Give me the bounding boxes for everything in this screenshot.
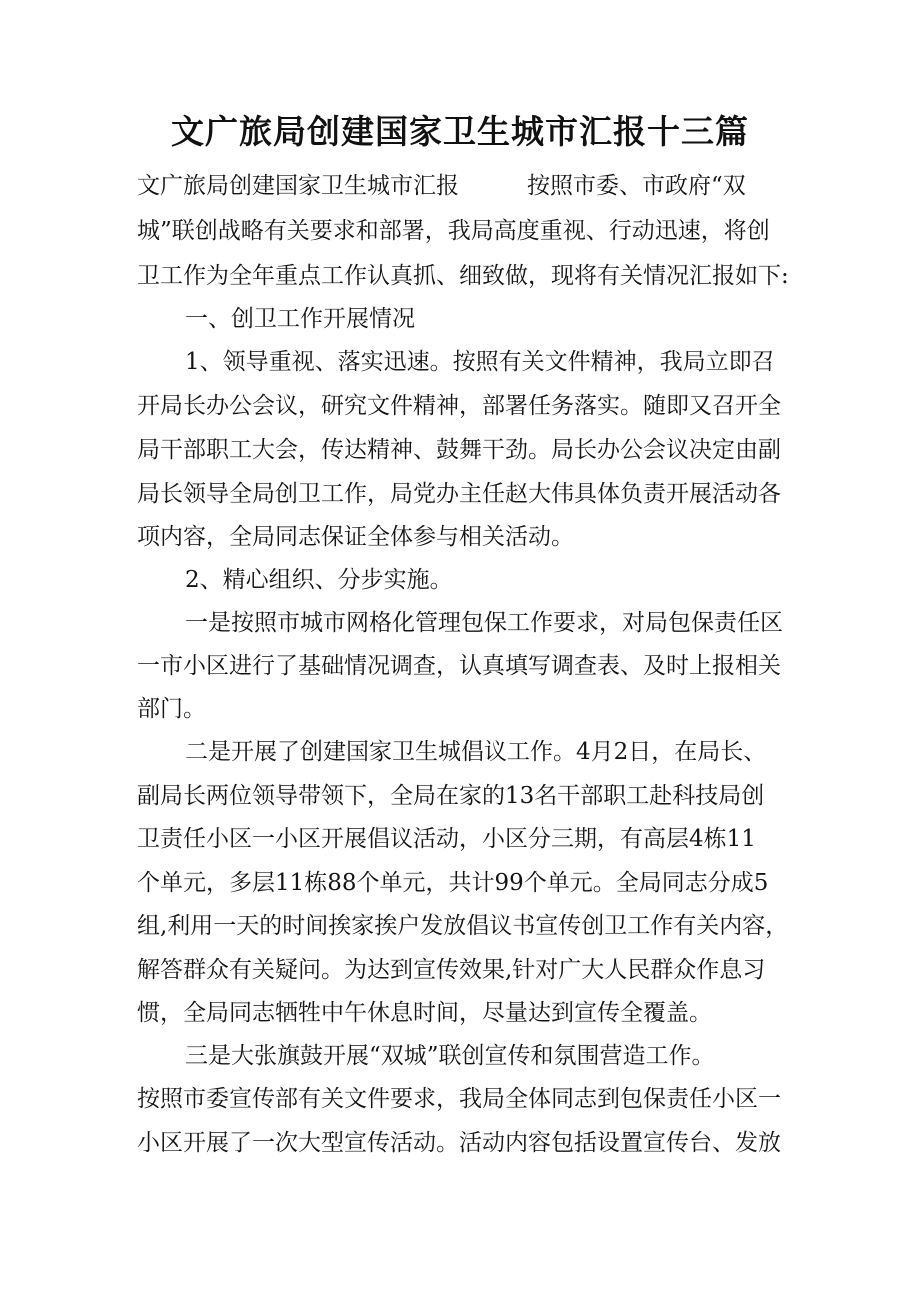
paragraph-line: 组,利用一天的时间挨家挨户发放倡议书宣传创卫工作有关内容， xyxy=(137,913,789,939)
paragraph-line: 惯，全局同志牺牲中午休息时间，尽量达到宣传全覆盖。 xyxy=(137,1000,712,1026)
intro-text: 按照市委、市政府“双 xyxy=(527,173,746,199)
document-title: 文广旅局创建国家卫生城市汇报十三篇 xyxy=(171,112,749,151)
paragraph-line: 部门。 xyxy=(137,696,206,722)
paragraph-line xyxy=(137,169,746,203)
intro-subtitle: 文广旅局创建国家卫生城市汇报 xyxy=(137,173,459,199)
paragraph-line: 项内容，全局同志保证全体参与相关活动。 xyxy=(137,524,574,550)
paragraph-line: 开局长办公会议，研究文件精神，部署任务落实。随即又召开全 xyxy=(137,393,781,419)
subheading-line: 2、精心组织、分步实施。 xyxy=(185,567,453,593)
paragraph-line: 解答群众有关疑问。为达到宣传效果,针对广大人民群众作息习 xyxy=(137,957,766,983)
paragraph-line: 个单元，多层11栋88个单元，共计99个单元。全局同志分成5 xyxy=(137,870,769,896)
paragraph-line: 副局长两位领导带领下，全局在家的13名干部职工赴科技局创 xyxy=(137,783,765,809)
section-heading: 一、创卫工作开展情况 xyxy=(185,306,415,332)
paragraph-line: 1、领导重视、落实迅速。按照有关文件精神，我局立即召 xyxy=(185,349,775,375)
paragraph-line: 局长领导全局创卫工作，局党办主任赵大伟具体负责开展活动各 xyxy=(137,481,781,507)
paragraph-line: 局干部职工大会，传达精神、鼓舞干劲。局长办公会议决定由副 xyxy=(137,437,781,463)
paragraph-line: 卫工作为全年重点工作认真抓、细致做，现将有关情况汇报如下: xyxy=(137,263,789,289)
paragraph-line: 二是开展了创建国家卫生城倡议工作。4月2日，在局长、 xyxy=(185,739,767,765)
paragraph-line: 卫责任小区一小区开展倡议活动，小区分三期，有高层4栋11 xyxy=(137,826,756,852)
paragraph-line: 按照市委宣传部有关文件要求，我局全体同志到包保责任小区一 xyxy=(137,1086,781,1112)
paragraph-line: 三是大张旗鼓开展“双城”联创宣传和氛围营造工作。 xyxy=(185,1043,715,1069)
paragraph-line: 一是按照市城市网格化管理包保工作要求，对局包保责任区 xyxy=(185,610,783,636)
paragraph-line: 一市小区进行了基础情况调查，认真填写调查表、及时上报相关 xyxy=(137,653,781,679)
paragraph-line: 小区开展了一次大型宣传活动。活动内容包括设置宣传台、发放 xyxy=(137,1130,781,1156)
paragraph-line: 城”联创战略有关要求和部署，我局高度重视、行动迅速，将创 xyxy=(137,218,770,244)
